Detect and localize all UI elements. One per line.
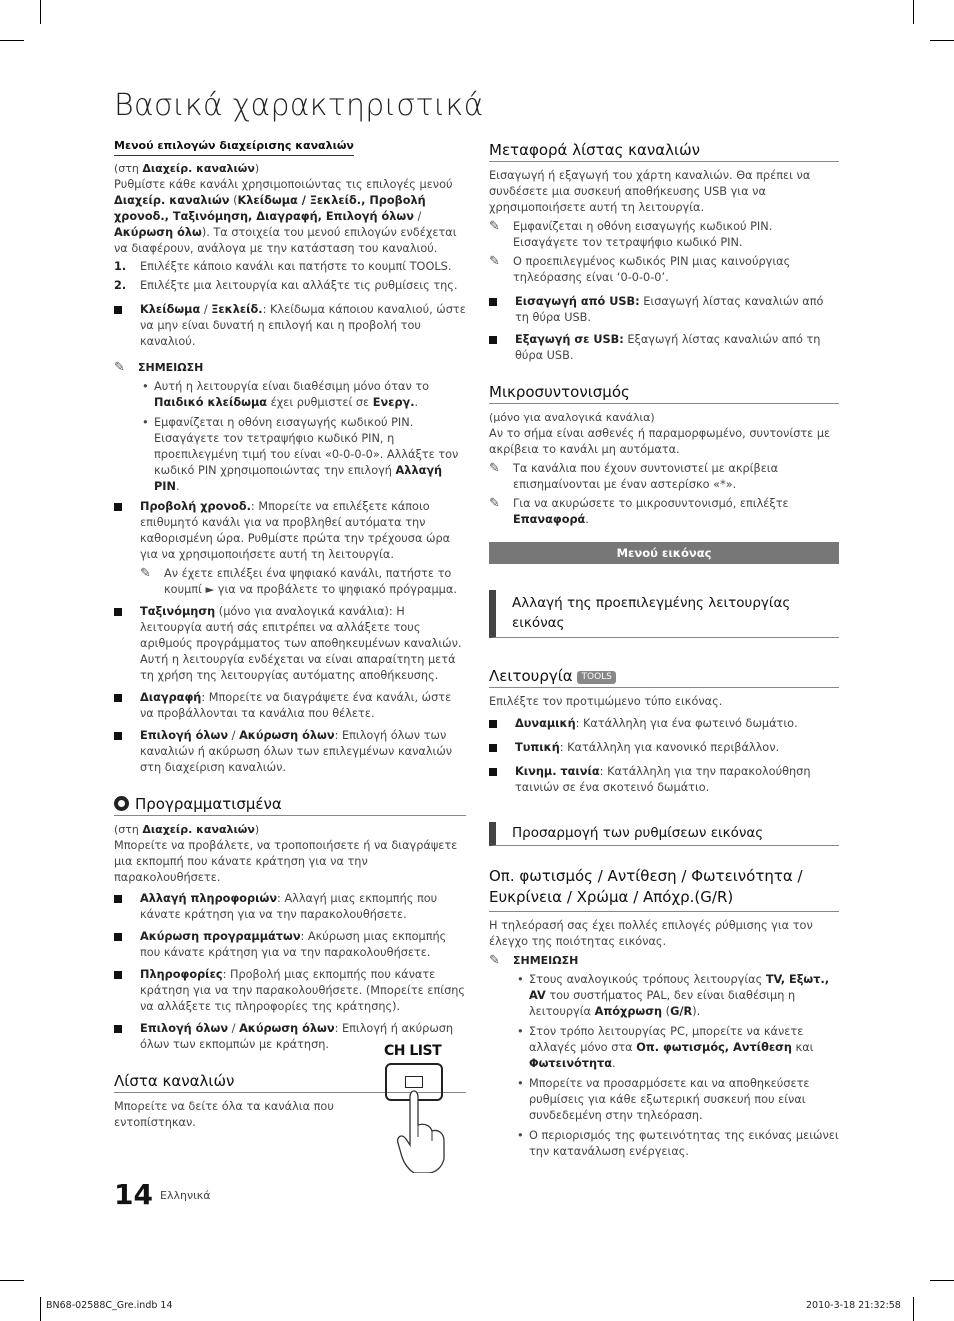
language-label: Ελληνικά xyxy=(160,1189,211,1202)
note: ✎ Εμφανίζεται η οθόνη εισαγωγής κωδικού PIN. Εισαγάγετε τον τετραψήφιο κωδικό PIN. xyxy=(489,219,773,249)
step-2: 2. Επιλέξτε μια λειτουργία και αλλάξτε τις ρυθμίσεις της. xyxy=(114,279,458,292)
list-item: Εισαγωγή από USB: Εισαγωγή λίστας καναλιών από τη θύρα USB. xyxy=(489,294,839,326)
footer-timestamp: 2010-3-18 21:32:58 xyxy=(806,1300,901,1311)
note-bullets xyxy=(489,972,839,1160)
location-note: (στη Διαχείρ. καναλιών) xyxy=(114,162,260,175)
square-bullet-icon xyxy=(114,895,122,903)
list-item: • Μπορείτε να προσαρμόσετε και να αποθηκεύσετε ρυθμίσεις για κάθε εξωτερική συσκευή που είναι συνδεδεμένη στην τηλεόραση. xyxy=(517,1077,810,1122)
location-note: (μόνο για αναλογικά κανάλια) xyxy=(489,411,655,424)
list-item: • Στον τρόπο λειτουργίας PC, μπορείτε να κάνετε αλλαγές μόνο στα Οπ. φωτισμός, Αντίθεση και Φωτεινότητα. xyxy=(517,1025,814,1070)
list-item: Επιλογή όλων / Ακύρωση όλων: Επιλογή όλων των καναλιών ή ακύρωση όλων των επιλεγμένων καναλιών στη διαχείριση καναλιών. xyxy=(114,728,466,776)
paragraph: Μπορείτε να προβάλετε, να τροποποιήσετε ή να διαγράψετε μια εκπομπή που κάνατε κράτηση για να την παρακολουθήσετε. xyxy=(114,839,458,884)
square-bullet-icon xyxy=(114,1025,122,1033)
list-item: Πληροφορίες: Προβολή μιας εκπομπής που κάνατε κράτηση για να την παρακολουθήσετε. (Μπορείτε επίσης να αλλάξετε τις πληροφορίες της κράτησης). xyxy=(114,967,466,1015)
square-bullet-icon xyxy=(114,971,122,979)
pencil-note-icon: ✎ xyxy=(114,360,125,375)
location-note: (στη Διαχείρ. καναλιών) xyxy=(114,823,260,836)
section-heading: Προγραμματισμένα xyxy=(114,796,466,816)
list-item: Εξαγωγή σε USB: Εξαγωγή λίστας καναλιών από τη θύρα USB. xyxy=(489,332,839,364)
paragraph: Η τηλεόρασή σας έχει πολλές επιλογές ρύθμισης για τον έλεγχο της ποιότητας εικόνας. xyxy=(489,919,813,948)
menu-intro: Ρυθμίστε κάθε κανάλι χρησιμοποιώντας τις επιλογές μενού Διαχείρ. καναλιών (Κλείδωμα / Ξεκλείδ., Προβολή χρονοδ., Ταξινόμηση, Διαγραφή, Επιλογή όλων / Ακύρωση όλω). Τα στοιχεία του μενού επιλογών ενδέχεται να διαφέρουν, ανάλογα με την κατάσταση του καναλιού. xyxy=(114,178,457,255)
square-bullet-icon xyxy=(489,744,497,752)
square-bullet-icon xyxy=(114,306,122,314)
crop-mark xyxy=(930,40,954,41)
square-bullet-icon xyxy=(114,503,122,511)
page-title: Βασικά χαρακτηριστικά xyxy=(114,88,484,123)
list-item: Επιλογή όλων / Ακύρωση όλων: Επιλογή ή ακύρωση όλων των εκπομπών με κράτηση. xyxy=(114,1021,466,1053)
pencil-note-icon: ✎ xyxy=(489,219,500,234)
subsection-header: Προσαρμογή των ρυθμίσεων εικόνας xyxy=(489,822,839,846)
square-bullet-icon xyxy=(489,336,497,344)
list-item: • Αυτή η λειτουργία είναι διαθέσιμη μόνο όταν το Παιδικό κλείδωμα έχει ρυθμιστεί σε Ενεργ.. xyxy=(142,380,430,409)
list-item: Τυπική: Κατάλληλη για κανονικό περιβάλλον. xyxy=(489,740,839,756)
crop-mark xyxy=(0,40,24,41)
square-bullet-icon xyxy=(114,608,122,616)
tools-badge: TOOLS xyxy=(577,671,615,684)
left-column xyxy=(114,138,466,1131)
list-item: Κινημ. ταινία: Κατάλληλη για την παρακολούθηση ταινιών σε ένα σκοτεινό δωμάτιο. xyxy=(489,764,839,796)
crop-mark xyxy=(0,1280,24,1281)
pencil-note-icon: ✎ xyxy=(140,566,151,581)
square-bullet-icon xyxy=(489,768,497,776)
list-item: Αλλαγή πληροφοριών: Αλλαγή μιας εκπομπής που κάνατε κράτηση για να την παρακολουθήσετε. xyxy=(114,891,466,923)
step-1: 1. Επιλέξτε κάποιο κανάλι και πατήστε το κουμπί TOOLS. xyxy=(114,260,452,273)
paragraph: Μπορείτε να δείτε όλα τα κανάλια που εντοπίστηκαν. xyxy=(114,1100,334,1129)
square-bullet-icon xyxy=(114,933,122,941)
pencil-note-icon: ✎ xyxy=(489,254,500,269)
crop-mark xyxy=(913,0,914,24)
hand-icon xyxy=(384,1073,454,1173)
paragraph: Αν το σήμα είναι ασθενές ή παραμορφωμένο, συντονίστε με ακρίβεια το κανάλι μη αυτόματα. xyxy=(489,427,831,456)
section-heading: Οπ. φωτισμός / Αντίθεση / Φωτεινότητα / Ευκρίνεια / Χρώμα / Απόχρ.(G/R) xyxy=(489,866,839,912)
list-item: Ακύρωση προγραμμάτων: Ακύρωση μιας εκπομπής που κάνατε κράτηση για να την παρακολουθήσετε. xyxy=(114,929,466,961)
ch-list-remote-illustration xyxy=(384,1043,454,1173)
square-bullet-icon xyxy=(114,694,122,702)
pencil-note-icon: ✎ xyxy=(489,461,500,476)
menu-section-title: Μενού επιλογών διαχείρισης καναλιών xyxy=(114,138,354,156)
footer-filename: BN68-02588C_Gre.indb 14 xyxy=(46,1300,173,1311)
note-heading: ✎ ΣΗΜΕΙΩΣΗ xyxy=(114,360,204,375)
list-item: • Εμφανίζεται η οθόνη εισαγωγής κωδικού PIN. Εισαγάγετε τον τετραψήφιο κωδικό PIN, η προεπιλεγμένη τιμή του είναι «0-0-0-0». Αλλάξτε τον κωδικό PIN χρησιμοποιώντας την επιλογή Αλλαγή PIN. xyxy=(142,416,459,493)
list-item: Προβολή χρονοδ.: Μπορείτε να επιλέξετε κάποιο επιθυμητό κανάλι για να προβληθεί αυτόματα την καθορισμένη ώρα. Ρυθμίστε πρώτα την τρέχουσα ώρα για να χρησιμοποιήσετε αυτή τη λειτουργία. ✎ Αν έχετε επιλέξει ένα ψηφιακό κανάλι, πατήστε το κουμπί ► για να προβάλετε το ψηφιακό πρόγραμμα. xyxy=(114,499,466,598)
subsection-header: Αλλαγή της προεπιλεγμένης λειτουργίας εικόνας xyxy=(489,590,839,638)
page-number: 14 xyxy=(114,1178,153,1211)
list-item: Διαγραφή: Μπορείτε να διαγράψετε ένα κανάλι, ώστε να προβάλλονται τα κανάλια που θέλετε. xyxy=(114,690,466,722)
picture-menu-bar: Μενού εικόνας xyxy=(489,542,839,564)
clock-icon xyxy=(114,796,129,811)
list-item: Κλείδωμα / Ξεκλείδ.: Κλείδωμα κάποιου καναλιού, ώστε να μην είναι δυνατή η επιλογή και η προβολή του καναλιού. xyxy=(114,302,466,350)
square-bullet-icon xyxy=(489,298,497,306)
pencil-note-icon: ✎ xyxy=(489,953,500,968)
note-bullets xyxy=(114,379,466,495)
note: ✎ Τα κανάλια που έχουν συντονιστεί με ακρίβεια επισημαίνονται με έναν αστερίσκο «*». xyxy=(489,461,779,491)
list-item: Ταξινόμηση (μόνο για αναλογικά κανάλια): Η λειτουργία αυτή σάς επιτρέπει να αλλάξετε τους αριθμούς προγράμματος των αποθηκευμένων καναλιών. Αυτή η λειτουργία ενδέχεται να είναι απαραίτητη μετά τη χρήση της λειτουργίας αυτόματης αποθήκευσης. xyxy=(114,604,466,684)
crop-mark xyxy=(40,0,41,24)
paragraph: Επιλέξτε τον προτιμώμενο τύπο εικόνας. xyxy=(489,695,723,708)
section-heading: Λίστα καναλιών xyxy=(114,1073,466,1093)
paragraph: Εισαγωγή ή εξαγωγή του χάρτη καναλιών. Θα πρέπει να συνδέσετε μια συσκευή αποθήκευσης USB για να χρησιμοποιήσετε αυτή τη λειτουργία. xyxy=(489,169,811,214)
square-bullet-icon xyxy=(114,732,122,740)
list-item: • Ο περιορισμός της φωτεινότητας της εικόνας μειώνει την κατανάλωση ενέργειας. xyxy=(517,1129,839,1158)
note: ✎ Ο προεπιλεγμένος κωδικός PIN μιας καινούργιας τηλεόρασης είναι ‘0-0-0-0’. xyxy=(489,254,791,284)
list-item: Δυναμική: Κατάλληλη για ένα φωτεινό δωμάτιο. xyxy=(489,716,839,732)
ch-list-label: CH LIST xyxy=(384,1043,442,1059)
section-heading: Μικροσυντονισμός xyxy=(489,384,839,404)
sub-note: ✎ Αν έχετε επιλέξει ένα ψηφιακό κανάλι, πατήστε το κουμπί ► για να προβάλετε το ψηφιακό πρόγραμμα. xyxy=(140,566,457,596)
list-item: • Στους αναλογικούς τρόπους λειτουργίας TV, Εξωτ., AV του συστήματος PAL, δεν είναι διαθέσιμη η λειτουργία Απόχρωση (G/R). xyxy=(517,973,830,1018)
note-heading: ✎ ΣΗΜΕΙΩΣΗ xyxy=(489,953,579,968)
crop-mark xyxy=(40,1297,41,1321)
pencil-note-icon: ✎ xyxy=(489,496,500,511)
note: ✎ Για να ακυρώσετε το μικροσυντονισμό, επιλέξτε Επαναφορά. xyxy=(489,496,789,526)
section-heading: Μεταφορά λίστας καναλιών xyxy=(489,142,839,162)
crop-mark xyxy=(913,1297,914,1321)
section-heading: Λειτουργία TOOLS xyxy=(489,668,839,688)
right-column xyxy=(489,142,839,1164)
square-bullet-icon xyxy=(489,720,497,728)
crop-mark xyxy=(930,1280,954,1281)
